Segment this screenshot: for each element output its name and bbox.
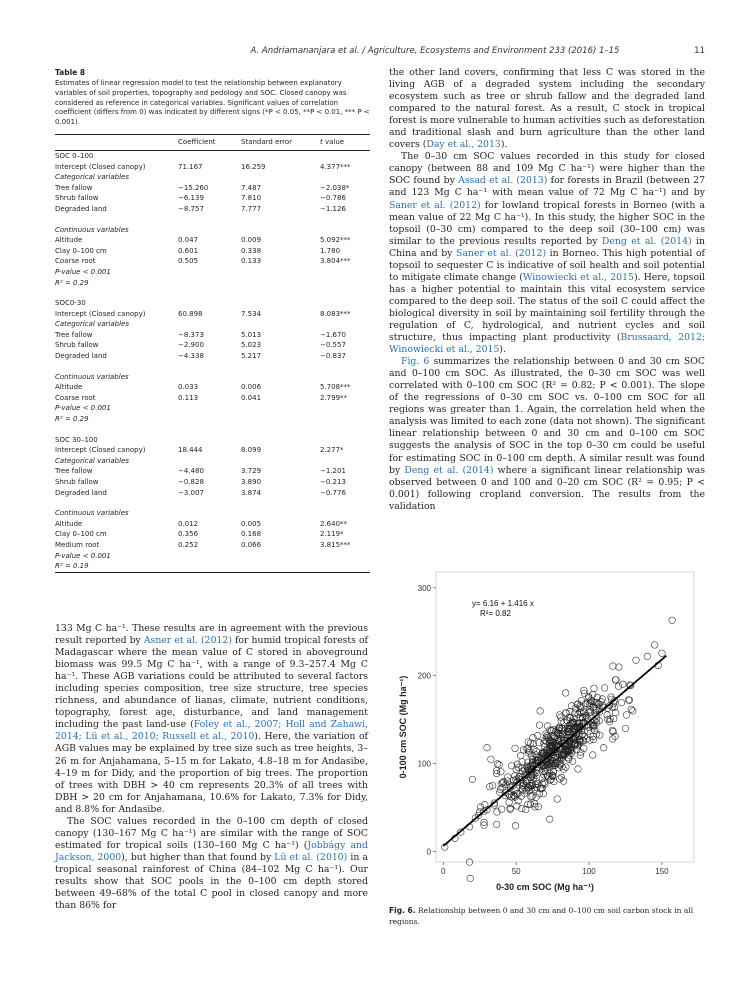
cell-variable	[55, 498, 178, 508]
cell-t-value: 1.780	[320, 246, 341, 255]
cell-standard-error: 5.013	[241, 330, 262, 339]
paragraph	[389, 67, 705, 151]
table-body	[55, 150, 370, 572]
table-spacer-row	[55, 362, 370, 372]
right-column-text	[389, 67, 705, 513]
table-row	[55, 435, 370, 446]
cell-coefficient: −3.007	[178, 488, 204, 497]
cell-standard-error	[241, 498, 320, 508]
citation-link[interactable]: Deng et al. (2014)	[404, 464, 494, 476]
cell-standard-error: 16.259	[241, 162, 266, 171]
cell-coefficient	[178, 403, 241, 414]
table-row	[55, 309, 370, 320]
cell-coefficient: 18.444	[178, 446, 203, 455]
cell-variable: Intercept (Closed canopy)	[55, 309, 146, 318]
table-row	[55, 529, 370, 540]
table-row	[55, 150, 370, 161]
soc-scatter-chart	[393, 566, 699, 906]
text-run: 133 Mg C ha⁻¹. These results are in agreement with the previous result reported by	[55, 623, 368, 647]
cell-t-value: 5.092***	[320, 236, 351, 245]
cell-coefficient: 0.356	[178, 530, 199, 539]
cell-standard-error: 8.099	[241, 446, 262, 455]
cell-t-value: −0.776	[320, 488, 346, 497]
cell-variable: Categorical variables	[55, 173, 129, 182]
cell-t-value	[320, 551, 370, 562]
cell-variable: Altitude	[55, 519, 83, 528]
cell-standard-error: 7.487	[241, 183, 262, 192]
y-axis-label: 0-100 cm SOC (Mg ha⁻¹)	[398, 675, 408, 779]
cell-t-value: 2.119*	[320, 530, 344, 539]
cell-variable: Tree fallow	[55, 183, 93, 192]
col-header-standard-error: Standard error	[241, 134, 320, 150]
citation-link[interactable]: Lü et al. (2010)	[274, 851, 348, 863]
cell-coefficient: 0.505	[178, 257, 199, 266]
cell-t-value: −1.201	[320, 467, 346, 476]
cell-coefficient: −15.260	[178, 183, 209, 192]
table-row	[55, 340, 370, 351]
cell-standard-error: 3.874	[241, 488, 262, 497]
table-row	[55, 278, 370, 289]
cell-variable: R² = 0.29	[55, 415, 89, 424]
cell-variable: Intercept (Closed canopy)	[55, 446, 146, 455]
cell-standard-error: 3.890	[241, 478, 262, 487]
cell-coefficient	[178, 551, 241, 562]
cell-variable: P-value < 0.001	[55, 551, 111, 560]
cell-t-value: 8.083***	[320, 309, 351, 318]
table-row	[55, 488, 370, 499]
cell-t-value: 5.708***	[320, 383, 351, 392]
citation-link[interactable]: Assad et al. (2013)	[458, 175, 548, 187]
cell-variable: Degraded land	[55, 488, 107, 497]
cell-t-value	[320, 298, 370, 309]
text-run: ), but higher than that found by	[121, 851, 275, 863]
cell-coefficient: −0.828	[178, 478, 204, 487]
cell-standard-error	[241, 372, 320, 383]
cell-t-value: 3.804***	[320, 257, 351, 266]
cell-t-value	[320, 150, 370, 161]
cell-variable	[55, 362, 178, 372]
cell-coefficient: 0.033	[178, 383, 199, 392]
cell-variable	[55, 288, 178, 298]
cell-variable: Degraded land	[55, 204, 107, 213]
table-row	[55, 225, 370, 236]
y-tick-label: 200	[417, 671, 431, 681]
table-row	[55, 372, 370, 383]
text-run: in China and by	[389, 235, 705, 259]
table-row	[55, 319, 370, 330]
cell-coefficient	[178, 278, 241, 289]
page-number: 11	[694, 46, 705, 56]
text-run: in a tropical seasonal rainforest of China (84–102 Mg C ha⁻¹). Our results show that SOC pools in the 0–100 cm depth stored between 49–68% of the total C pool in closed canopy and more than 86% for	[55, 851, 368, 912]
figure-6	[393, 566, 699, 906]
cell-variable: R² = 0.29	[55, 278, 89, 287]
citation-link[interactable]: Fig. 6	[401, 356, 430, 368]
citation-link[interactable]: Asner et al. (2012)	[143, 635, 232, 647]
cell-coefficient: 0.601	[178, 246, 199, 255]
cell-variable: Intercept (Closed canopy)	[55, 162, 146, 171]
cell-standard-error: 0.009	[241, 236, 262, 245]
citation-link[interactable]: Brussaard, 2012; Winowiecki et al., 2015	[389, 332, 705, 356]
table-row	[55, 330, 370, 341]
cell-variable: P-value < 0.001	[55, 267, 111, 276]
cell-coefficient	[178, 456, 241, 467]
table-spacer-row	[55, 425, 370, 435]
journal-citation: A. Andriamananjara et al. / Agriculture, Ecosystems and Environment 233 (2016) 1–15	[250, 46, 620, 56]
table-row	[55, 235, 370, 246]
cell-variable: Continuous variables	[55, 509, 129, 518]
citation-link[interactable]: Day et al., 2013	[426, 139, 501, 151]
cell-coefficient	[178, 288, 241, 298]
y-tick-label: 0	[426, 847, 431, 857]
table-row	[55, 393, 370, 404]
cell-coefficient: 0.012	[178, 519, 199, 528]
cell-coefficient: 60.898	[178, 309, 203, 318]
cell-variable: SOC 0–100	[55, 151, 94, 160]
cell-t-value: 4.377***	[320, 162, 351, 171]
table-row	[55, 445, 370, 456]
paragraph	[55, 816, 368, 912]
citation-link[interactable]: Jobbágy and Jackson, 2000	[55, 839, 368, 863]
cell-coefficient	[178, 215, 241, 225]
cell-standard-error	[241, 267, 320, 278]
text-run: The 0–30 cm SOC values recorded in this study for closed canopy (between 88 and 109 Mg C ha⁻¹) were higher than the SOC found by	[389, 151, 705, 187]
cell-t-value	[320, 172, 370, 183]
cell-variable: Categorical variables	[55, 456, 129, 465]
cell-t-value	[320, 508, 370, 519]
cell-coefficient: −6.139	[178, 194, 204, 203]
table-row	[55, 162, 370, 173]
cell-t-value	[320, 435, 370, 446]
cell-t-value	[320, 362, 370, 372]
cell-t-value	[320, 278, 370, 289]
x-tick-label: 0	[441, 867, 446, 876]
table-row	[55, 540, 370, 551]
cell-t-value: −0.837	[320, 352, 346, 361]
table-row	[55, 561, 370, 572]
cell-t-value: −2.038*	[320, 183, 350, 192]
cell-coefficient: 0.047	[178, 236, 199, 245]
cell-standard-error	[241, 225, 320, 236]
cell-coefficient	[178, 425, 241, 435]
text-run: The SOC values recorded in the 0–100 cm depth of closed canopy (130–167 Mg C ha⁻¹) are similar with the range of SOC estimated for tropical soils (130–160 Mg C ha⁻¹) (	[55, 815, 368, 851]
citation-link[interactable]: Winowiecki et al., 2015	[522, 271, 634, 283]
cell-variable: Tree fallow	[55, 330, 93, 339]
citation-link[interactable]: Foley et al., 2007; Holl and Zahawi, 2014; Lü et al., 2010; Russell et al., 2010	[55, 719, 368, 743]
equation-label: y= 6.16 + 1.416 x	[472, 599, 534, 608]
cell-variable: SOC0-30	[55, 299, 86, 308]
cell-standard-error	[241, 150, 320, 161]
cell-variable: Altitude	[55, 236, 83, 245]
citation-link[interactable]: Saner et al. (2012)	[455, 247, 547, 259]
x-tick-label: 50	[511, 867, 521, 876]
cell-standard-error: 5.023	[241, 341, 262, 350]
cell-variable: Shrub fallow	[55, 341, 99, 350]
cell-t-value: 3.815***	[320, 540, 351, 549]
x-axis-label: 0-30 cm SOC (Mg ha⁻¹)	[496, 882, 594, 892]
table-row	[55, 256, 370, 267]
cell-t-value	[320, 403, 370, 414]
cell-standard-error	[241, 425, 320, 435]
table-row	[55, 246, 370, 257]
cell-variable: Coarse root	[55, 393, 96, 402]
text-run: for humid tropical forests of Madagascar where the mean value of C stored in aboveground biomass was 99.5 Mg C ha⁻¹, with a range of 9.3–257.4 Mg C ha⁻¹. These AGB variations could be attributed to several factors including species composition, tree size structure, tree species richness, and abundance of lianas, climate, nutrient conditions, topography, forest age, disturbance, and land management including the past land-use (	[55, 635, 368, 731]
cell-standard-error	[241, 172, 320, 183]
cell-standard-error	[241, 403, 320, 414]
table-8	[55, 68, 370, 573]
cell-coefficient: −4.480	[178, 467, 204, 476]
cell-coefficient	[178, 435, 241, 446]
cell-standard-error	[241, 215, 320, 225]
cell-variable	[55, 215, 178, 225]
table-caption: Estimates of linear regression model to test the relationship between explanatory variables of soil properties, topography and pedology and SOC. Closed canopy was considered as reference in categorical variables. Significant values of correlation coefficient (differs from 0) was indicated by different signs (*P < 0.05, **P < 0.01, *** P < 0.001).	[55, 79, 370, 127]
text-run: for forests in Brazil (between 27 and 123 Mg C ha⁻¹ with mean value of 72 Mg C ha⁻¹) and by	[389, 175, 705, 199]
cell-t-value	[320, 372, 370, 383]
x-tick-label: 100	[582, 867, 596, 876]
table-row	[55, 382, 370, 393]
cell-variable: Shrub fallow	[55, 194, 99, 203]
cell-standard-error: 0.168	[241, 530, 262, 539]
text-run: in Borneo. This high potential of topsoil to sequester C is indicative of soil health and soil potential to mitigate climate change (	[389, 247, 705, 283]
cell-t-value	[320, 561, 370, 572]
cell-standard-error: 0.066	[241, 540, 262, 549]
table-spacer-row	[55, 215, 370, 225]
cell-t-value	[320, 319, 370, 330]
cell-coefficient	[178, 172, 241, 183]
cell-variable: Tree fallow	[55, 467, 93, 476]
paragraph	[389, 151, 705, 356]
table-row	[55, 519, 370, 530]
cell-t-value: −0.213	[320, 478, 346, 487]
cell-coefficient: 0.113	[178, 393, 199, 402]
table-row	[55, 456, 370, 467]
regression-table	[55, 134, 370, 573]
cell-standard-error	[241, 561, 320, 572]
paragraph	[389, 356, 705, 513]
cell-coefficient	[178, 267, 241, 278]
figure-caption	[389, 906, 705, 927]
cell-coefficient	[178, 508, 241, 519]
text-run: summarizes the relationship between 0 and 30 cm SOC and 0–100 cm SOC. As illustrated, the 0–30 cm SOC was well correlated with 0–100 cm SOC (R² = 0.82; P < 0.001). The slope of the regressions of 0–30 cm SOC vs. 0–100 cm SOC for all regions was greater than 1. Again, the correlation held when the analysis was limited to each zone (data not shown). The significant linear relationship between 0 and 30 cm and 0–100 cm SOC suggests the analysis of SOC in the top 0–30 cm could be useful for estimating SOC in 0–100 cm depth. A similar result was found by	[389, 356, 705, 476]
cell-standard-error	[241, 551, 320, 562]
cell-standard-error	[241, 435, 320, 446]
table-row	[55, 466, 370, 477]
cell-t-value: 2.277*	[320, 446, 344, 455]
col-header-t-value: t value	[320, 134, 370, 150]
cell-t-value	[320, 215, 370, 225]
cell-coefficient	[178, 225, 241, 236]
left-column-text	[55, 623, 368, 912]
cell-coefficient	[178, 372, 241, 383]
text-run: where a significant linear relationship was observed between 0 and 100 and 0–20 cm SOC (R² = 0.95; P < 0.001) following cropland conversion. The results from the validation	[389, 464, 705, 512]
cell-variable: Continuous variables	[55, 372, 129, 381]
citation-link[interactable]: Deng et al. (2014)	[601, 235, 692, 247]
cell-variable: Coarse root	[55, 257, 96, 266]
text-run: the other land covers, confirming that less C was stored in the living AGB of a degraded system including the secondary ecosystem such as tree or shrub fallow and the degraded land compared to the natural forest. As a result, C stock in tropical forest is more vulnerable to human activities such as deforestation and traditional slash and burn agriculture than the other land covers (	[389, 67, 705, 151]
cell-coefficient	[178, 498, 241, 508]
cell-t-value	[320, 267, 370, 278]
cell-variable: Altitude	[55, 383, 83, 392]
cell-coefficient: −8.373	[178, 330, 204, 339]
y-tick-label: 300	[417, 583, 431, 593]
table-row	[55, 204, 370, 215]
data-point	[467, 875, 474, 882]
cell-variable: Clay 0–100 cm	[55, 246, 107, 255]
table-row	[55, 477, 370, 488]
cell-coefficient	[178, 150, 241, 161]
table-header-row	[55, 134, 370, 150]
col-header-variable	[55, 134, 178, 150]
table-row	[55, 551, 370, 562]
running-header	[55, 46, 705, 60]
cell-coefficient	[178, 561, 241, 572]
cell-t-value: −0.786	[320, 194, 346, 203]
text-run: ). Here, topsoil has a higher potential to maintain this vital ecosystem service compared to the deep soil. The status of the soil C could affect the biological diversity in soil by maintaining soil fertility through the regulation of C, hydrological, and nutrient cycles and soil structure, thus impacting plant productivity (	[389, 271, 705, 344]
table-row	[55, 193, 370, 204]
cell-t-value: 2.799**	[320, 393, 348, 402]
table-row	[55, 508, 370, 519]
table-row	[55, 183, 370, 194]
table-spacer-row	[55, 498, 370, 508]
table-row	[55, 414, 370, 425]
cell-coefficient: −2.900	[178, 341, 204, 350]
cell-t-value: −1.126	[320, 204, 346, 213]
cell-standard-error: 0.133	[241, 257, 262, 266]
figure-caption-label: Fig. 6.	[389, 906, 416, 915]
cell-standard-error: 0.041	[241, 393, 262, 402]
cell-t-value	[320, 414, 370, 425]
cell-variable: Shrub fallow	[55, 478, 99, 487]
cell-coefficient: 0.252	[178, 540, 199, 549]
text-run: ).	[500, 139, 508, 151]
cell-variable: P-value < 0.001	[55, 404, 111, 413]
cell-t-value	[320, 425, 370, 435]
cell-standard-error: 0.338	[241, 246, 262, 255]
table-spacer-row	[55, 288, 370, 298]
cell-variable: Categorical variables	[55, 320, 129, 329]
text-run: for lowland tropical forests in Borneo (with a mean value of 22 Mg C ha⁻¹). In this study, the higher SOC in the topsoil (0–30 cm) compared to the deep soil (30–100 cm) was similar to the previous results reported by	[389, 199, 705, 247]
cell-variable: Medium root	[55, 540, 100, 549]
cell-coefficient	[178, 298, 241, 309]
table-row	[55, 351, 370, 362]
cell-variable: Degraded land	[55, 352, 107, 361]
cell-coefficient: −8.757	[178, 204, 204, 213]
text-run: ).	[499, 344, 506, 356]
paragraph	[55, 623, 368, 816]
cell-t-value: −0.557	[320, 341, 346, 350]
cell-t-value	[320, 498, 370, 508]
text-run: ). Here, the variation of AGB values may be explained by tree size such as tree heights, 3–26 m for Anjahamana, 5–15 m for Lakato, 4.8–18 m for Andasibe, 4–19 m for Didy, and the proportion of big trees. The proportion of trees with DBH > 40 cm represents 20.3% of all trees with DBH > 20 cm for Anjahamana, 10.6% for Lakato, 7.3% for Didy, and 8.8% for Andasibe.	[55, 731, 368, 815]
cell-standard-error	[241, 278, 320, 289]
cell-variable: SOC 30–100	[55, 435, 98, 444]
cell-standard-error	[241, 508, 320, 519]
citation-link[interactable]: Saner et al. (2012)	[389, 199, 481, 211]
cell-coefficient: 71.167	[178, 162, 203, 171]
cell-standard-error: 7.534	[241, 309, 262, 318]
cell-standard-error	[241, 319, 320, 330]
cell-coefficient	[178, 414, 241, 425]
cell-variable	[55, 425, 178, 435]
cell-t-value: 2.640**	[320, 519, 348, 528]
table-row	[55, 403, 370, 414]
cell-standard-error	[241, 298, 320, 309]
cell-t-value	[320, 225, 370, 236]
col-header-coefficient: Coefficient	[178, 134, 241, 150]
cell-standard-error	[241, 362, 320, 372]
cell-coefficient: −4.338	[178, 352, 204, 361]
cell-standard-error: 0.005	[241, 519, 262, 528]
cell-standard-error: 3.729	[241, 467, 262, 476]
cell-standard-error: 7.810	[241, 194, 262, 203]
cell-standard-error: 5.217	[241, 352, 262, 361]
y-tick-label: 100	[417, 759, 431, 769]
cell-variable: Continuous variables	[55, 225, 129, 234]
table-label: Table 8	[55, 68, 86, 77]
x-tick-label: 150	[655, 867, 669, 876]
cell-t-value	[320, 288, 370, 298]
cell-standard-error: 7.777	[241, 204, 262, 213]
figure-caption-text: Relationship between 0 and 30 cm and 0–100 cm soil carbon stock in all regions.	[389, 906, 694, 926]
table-row	[55, 267, 370, 278]
cell-standard-error: 0.006	[241, 383, 262, 392]
cell-variable: Clay 0–100 cm	[55, 530, 107, 539]
cell-variable: R² = 0.19	[55, 561, 178, 572]
cell-t-value	[320, 456, 370, 467]
r-squared-label: R²= 0.82	[480, 609, 511, 618]
cell-standard-error	[241, 414, 320, 425]
cell-standard-error	[241, 456, 320, 467]
cell-coefficient	[178, 319, 241, 330]
cell-coefficient	[178, 362, 241, 372]
table-row	[55, 172, 370, 183]
cell-standard-error	[241, 288, 320, 298]
cell-t-value: −1.670	[320, 330, 346, 339]
table-row	[55, 298, 370, 309]
